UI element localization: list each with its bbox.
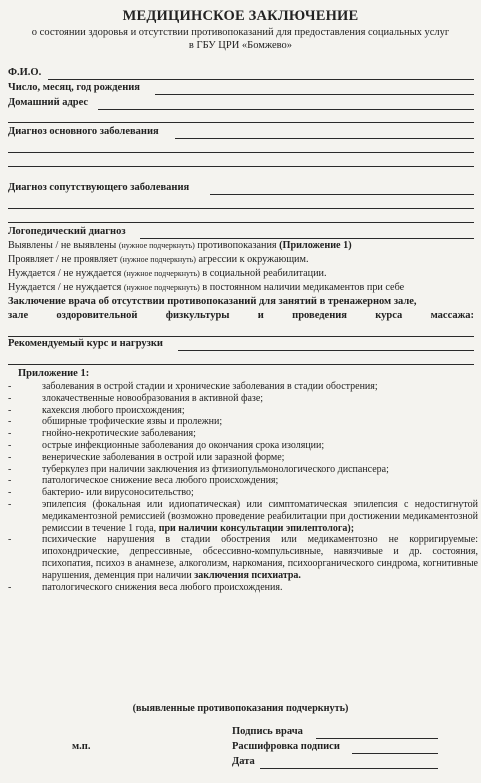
- doctor-signature-label: Подпись врача: [232, 726, 303, 737]
- signature-decode-field[interactable]: [352, 753, 438, 754]
- appendix-title: Приложение 1:: [18, 368, 90, 379]
- list-dash: -: [8, 581, 12, 593]
- stamp-place-label: м.п.: [72, 741, 91, 752]
- list-item: [8, 428, 478, 440]
- side-diagnosis-line2[interactable]: [8, 208, 474, 209]
- side-diagnosis-field[interactable]: [210, 194, 474, 195]
- list-dash: -: [8, 416, 12, 428]
- list-dash: -: [8, 428, 12, 440]
- list-item-text: заболевания в острой стадии и хронические заболевания в стадии обострения;: [42, 381, 378, 392]
- list-dash: -: [8, 404, 12, 416]
- recommend-field[interactable]: [178, 350, 474, 351]
- list-dash: -: [8, 439, 12, 451]
- list-item-text: эпилепсия (фокальная или идиопатическая) или симптоматическая эпилепсия с недостигнутой медикаментозной ремиссией (возможно проведение реабилитации при достижении медикаментозной ремиссии в течение 1 года,: [42, 498, 478, 534]
- list-item-text: психические нарушения в стадии обострения или медикаментозно не корригируемые: ипохондрические, депрессивные, обсессивно-компульсивные, навязчивые и др. состояния, психопатия, психоз в анамнезе, алкоголизм, наркомания, психоорганического синдрома, когнитивные нарушения, деменция при наличии: [42, 534, 478, 581]
- appendix-note: (выявленные противопоказания подчеркнуть): [132, 703, 349, 714]
- list-item: [8, 381, 478, 393]
- page-subtitle-org: в ГБУ ЦРИ «Бомжево»: [188, 40, 293, 51]
- speech-diagnosis-label: Логопедический диагноз: [8, 226, 126, 237]
- list-item: [8, 464, 478, 476]
- list-item-text: острые инфекционные заболевания до окончания срока изоляции;: [42, 439, 325, 451]
- recommend-field-line2[interactable]: [8, 364, 474, 365]
- list-item-text: гнойно-некротические заболевания;: [42, 428, 196, 440]
- rehabilitation-statement: [8, 268, 327, 279]
- list-dash: -: [8, 475, 12, 487]
- conclusion-field[interactable]: [8, 336, 474, 337]
- list-item: [8, 452, 478, 464]
- speech-diagnosis-field[interactable]: [140, 238, 474, 239]
- list-item: [8, 582, 478, 594]
- list-dash: -: [8, 534, 12, 546]
- statement-hint: (нужное подчеркнуть): [120, 255, 196, 264]
- list-dash: -: [8, 451, 12, 463]
- main-diagnosis-label: Диагноз основного заболевания: [8, 126, 159, 137]
- address-field-line2[interactable]: [8, 122, 474, 123]
- list-item-text: патологическое снижение веса любого происхождения;: [42, 475, 279, 487]
- list-item: [8, 499, 478, 534]
- main-diagnosis-field[interactable]: [175, 138, 474, 139]
- page-subtitle: о состоянии здоровья и отсутствии противопоказаний для предоставления социальных услуг: [31, 27, 450, 38]
- statement-hint: (нужное подчеркнуть): [123, 283, 200, 292]
- signature-decode-label: Расшифровка подписи: [232, 741, 340, 752]
- list-dash: -: [8, 392, 12, 404]
- list-item-text: венерические заболевания в острой или заразной форме;: [42, 451, 285, 463]
- statement-options: Выявлены / не выявлены: [8, 240, 117, 251]
- list-dash: -: [8, 498, 12, 510]
- aggression-statement: [8, 254, 309, 265]
- date-field[interactable]: [260, 768, 438, 769]
- statement-reference: (Приложение 1): [279, 240, 352, 251]
- list-item-text: злокачественные новообразования в активной фазе;: [42, 392, 264, 404]
- contraindications-list: [8, 381, 478, 593]
- list-item: [8, 416, 478, 428]
- fio-label: Ф.И.О.: [8, 67, 42, 78]
- list-item-bold-text: заключения психиатра.: [194, 569, 301, 581]
- contraindications-statement: [8, 240, 352, 251]
- list-item: [8, 487, 478, 499]
- list-item-bold-text: при наличии консультации эпилептолога);: [158, 522, 355, 534]
- statement-options: Нуждается / не нуждается: [8, 268, 122, 279]
- list-item-text: туберкулез при наличии заключения из фтизиопульмонологического диспансера;: [42, 463, 389, 475]
- list-item-text: обширные трофические язвы и пролежни;: [42, 416, 223, 428]
- statement-hint: (нужное подчеркнуть): [118, 241, 195, 250]
- list-item-text: бактерио- или вирусоносительство;: [42, 487, 194, 499]
- fio-field[interactable]: [48, 79, 474, 80]
- date-label: Дата: [232, 756, 255, 767]
- statement-text: в постоянном наличии медикаментов при себе: [202, 282, 405, 293]
- conclusion-label-line1: Заключение врача об отсутствии противопоказаний для занятий в тренажерном зале,: [8, 296, 417, 307]
- statement-text: противопоказания: [197, 240, 277, 251]
- conclusion-label-line2: зале оздоровительной физкультуры и проведения курса массажа:: [8, 310, 474, 321]
- doctor-signature-field[interactable]: [316, 738, 438, 739]
- birth-field[interactable]: [155, 94, 474, 95]
- address-label: Домашний адрес: [8, 97, 89, 108]
- list-item-text: патологического снижения веса любого происхождения.: [42, 581, 283, 593]
- list-dash: -: [8, 463, 12, 475]
- statement-hint: (нужное подчеркнуть): [123, 269, 200, 278]
- statement-options: Нуждается / не нуждается: [8, 282, 122, 293]
- list-dash: -: [8, 381, 12, 392]
- list-dash: -: [8, 487, 12, 499]
- list-item: [8, 475, 478, 487]
- list-item: [8, 534, 478, 581]
- side-diagnosis-label: Диагноз сопутствующего заболевания: [8, 182, 190, 193]
- statement-options: Проявляет / не проявляет: [8, 254, 118, 265]
- birth-label: Число, месяц, год рождения: [8, 82, 140, 93]
- statement-text: в социальной реабилитации.: [202, 268, 327, 279]
- address-field[interactable]: [98, 109, 474, 110]
- statement-text: агрессии к окружающим.: [198, 254, 309, 265]
- list-item-text: кахексия любого происхождения;: [42, 404, 185, 416]
- main-diagnosis-line2[interactable]: [8, 152, 474, 153]
- page-title: МЕДИЦИНСКОЕ ЗАКЛЮЧЕНИЕ: [122, 8, 359, 24]
- main-diagnosis-line3[interactable]: [8, 166, 474, 167]
- medication-statement: [8, 282, 404, 293]
- side-diagnosis-line3[interactable]: [8, 222, 474, 223]
- list-item: [8, 440, 478, 452]
- list-item: [8, 405, 478, 417]
- list-item: [8, 393, 478, 405]
- recommend-label: Рекомендуемый курс и нагрузки: [8, 338, 163, 349]
